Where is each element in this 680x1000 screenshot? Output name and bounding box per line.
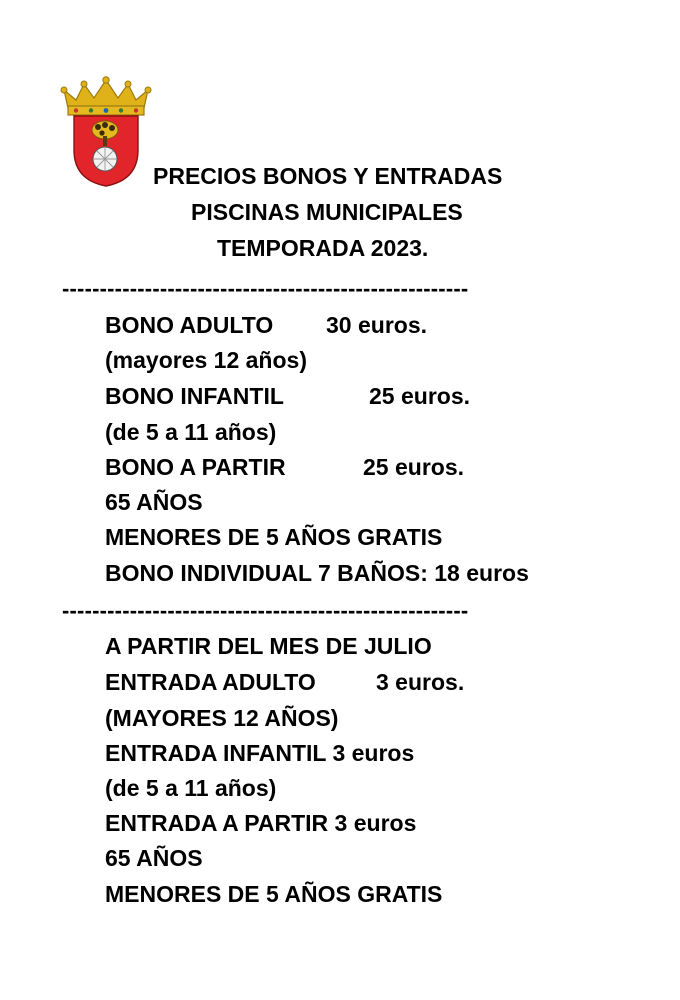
list-item: [105, 345, 307, 375]
list-item: [105, 667, 465, 697]
item-label: BONO A PARTIR: [105, 454, 286, 480]
item-label: MENORES DE 5 AÑOS GRATIS: [105, 881, 443, 907]
item-label: ENTRADA INFANTIL 3 euros: [105, 740, 415, 766]
list-item: [105, 773, 276, 803]
coat-of-arms-logo: [58, 76, 154, 188]
item-price: 3 euros.: [376, 669, 465, 695]
list-item: [105, 487, 203, 517]
list-item: [105, 808, 416, 838]
list-item: [105, 631, 432, 661]
title-line-1: PRECIOS BONOS Y ENTRADAS: [153, 163, 503, 189]
divider-line-top: ------------------------------------------------------: [62, 278, 469, 300]
item-label: ENTRADA A PARTIR 3 euros: [105, 810, 417, 836]
divider-line-middle: ------------------------------------------------------: [62, 600, 469, 622]
item-label: (mayores 12 años): [105, 347, 307, 373]
item-price: 30 euros.: [326, 312, 427, 338]
title-line-2: PISCINAS MUNICIPALES: [191, 199, 463, 225]
item-price: 25 euros.: [369, 383, 470, 409]
item-label: BONO ADULTO: [105, 312, 274, 338]
list-item: [105, 703, 338, 733]
list-item: [105, 522, 442, 552]
list-item: [105, 310, 427, 340]
item-label: BONO INDIVIDUAL 7 BAÑOS: 18 euros: [105, 560, 529, 586]
item-label: 65 AÑOS: [105, 489, 203, 515]
item-price: 25 euros.: [363, 454, 464, 480]
crown-icon: [61, 77, 151, 115]
item-label: BONO INFANTIL: [105, 383, 284, 409]
list-item: [105, 843, 203, 873]
item-label: A PARTIR DEL MES DE JULIO: [105, 633, 432, 659]
list-item: [105, 417, 276, 447]
list-item: [105, 879, 442, 909]
shield-icon: [74, 116, 138, 186]
item-label: ENTRADA ADULTO: [105, 669, 316, 695]
item-label: (de 5 a 11 años): [105, 419, 277, 445]
title-line-3: TEMPORADA 2023.: [217, 235, 429, 261]
list-item: [105, 452, 464, 482]
list-item: [105, 558, 529, 588]
list-item: [105, 738, 414, 768]
list-item: [105, 381, 470, 411]
item-label: MENORES DE 5 AÑOS GRATIS: [105, 524, 443, 550]
item-label: 65 AÑOS: [105, 845, 203, 871]
item-label: (de 5 a 11 años): [105, 775, 277, 801]
item-label: (MAYORES 12 AÑOS): [105, 705, 339, 731]
